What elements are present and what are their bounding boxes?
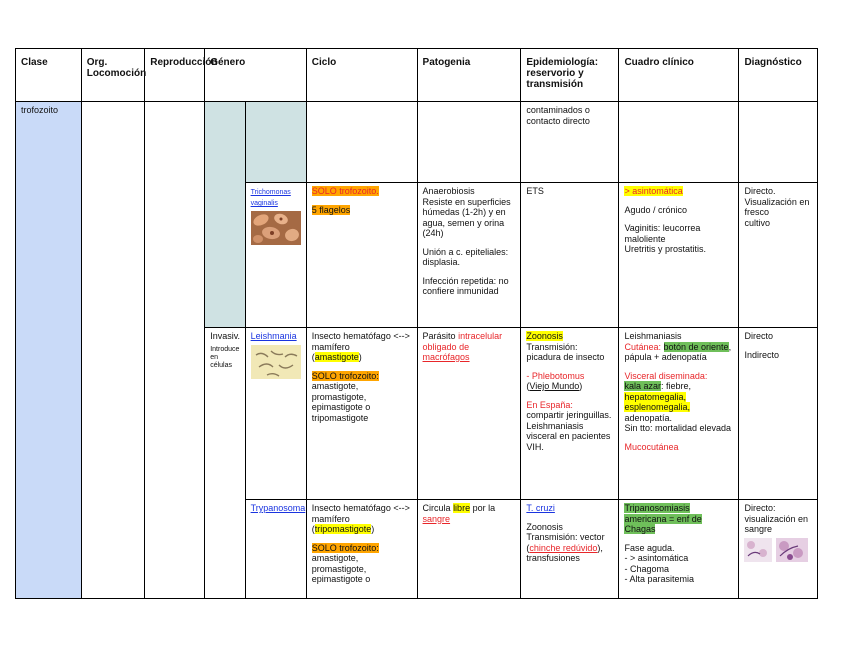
epi-viejo-mundo: Viejo Mundo — [529, 381, 580, 391]
epi-transmision: Transmisión: vector — [526, 532, 605, 542]
cc-leishmaniasis: Leishmaniasis — [624, 331, 682, 341]
ciclo-insecto: Insecto hematófago <--> mamífero — [311, 503, 410, 524]
epi-t-cruzi[interactable]: T. cruzi — [526, 503, 555, 513]
header-row — [16, 49, 818, 102]
pat-sangre: sangre — [422, 513, 451, 524]
cell-cuadro — [619, 102, 739, 183]
cc-sin-tto: Sin tto: mortalidad elevada — [624, 423, 732, 433]
cell-reproduccion — [145, 102, 205, 599]
ciclo-flagelos: 5 flagelos — [311, 204, 351, 215]
pat-libre: libre — [453, 503, 471, 513]
trichomonas-image — [251, 211, 301, 245]
pat-anaerobiosis: Anaerobiosis — [422, 186, 475, 196]
pat-resiste: Resiste en superficies húmedas (1-2h) y en agua, semen y orina (24h) — [422, 196, 511, 238]
diag-visualizacion: Visualización en fresco — [744, 196, 810, 217]
diag-directo: Directo — [744, 331, 773, 341]
cell-epi-trichomonas — [521, 183, 619, 328]
ciclo-solo-trofozoito: SOLO trofozoito: — [311, 542, 379, 553]
header-epidemiologia: Epidemiología: reservorio y transmisión — [521, 49, 619, 102]
header-ciclo: Ciclo — [306, 49, 417, 102]
cc-cutanea: Cutánea: — [624, 341, 661, 352]
diag-directo: Directo. — [744, 186, 776, 196]
pat-macrofagos: macrófagos — [422, 352, 470, 362]
ciclo-amastigote: amastigote — [314, 352, 359, 362]
header-reproduccion: Reproducción — [145, 49, 205, 102]
epi-transfusiones: transfusiones — [526, 553, 580, 563]
epi-espana: En España: — [526, 399, 573, 410]
cell-genero — [245, 102, 306, 183]
epi-zoonosis: Zoonosis — [526, 331, 563, 341]
cc-papula: , pápula + adenopatía — [624, 341, 732, 362]
ciclo-solo-trofozoito: SOLO trofozoito. — [311, 186, 379, 196]
cell-cuadro-trypanosoma — [619, 500, 739, 599]
pat-infeccion: Infección repetida: no confiere inmunidad — [422, 275, 509, 296]
cc-kala-azar: kala azar — [624, 381, 661, 391]
cc-asintomatica: > asintomática — [624, 186, 683, 196]
cell-epi-leishmania: Zoonosis Transmisión: picadura de insecto - Phlebotomus (Viejo Mundo) En España: compartir jeringuillas. Leishmaniasis visceral en pacientes VIH. — [521, 328, 619, 500]
pat-parasito: Parásito — [422, 331, 456, 341]
cell-diag-trypanosoma — [739, 500, 818, 599]
cc-vaginitis: Vaginitis: leucorrea maloliente — [624, 223, 701, 244]
leishmania-image — [251, 345, 301, 379]
cc-boton-oriente: botón de oriente — [663, 341, 729, 352]
cell-ciclo-leishmania: Insecto hematófago <--> mamífero (amastigote) SOLO trofozoito: amastigote, promastigote, epimastigote o tripomastigote — [306, 328, 417, 500]
cell-ciclo — [306, 102, 417, 183]
cc-uretritis: Uretritis y prostatitis. — [624, 244, 706, 254]
cc-asintomatica: - > asintomática — [624, 553, 689, 563]
cell-ciclo-trichomonas — [306, 183, 417, 328]
cell-invasiv — [205, 328, 245, 599]
cc-chagoma: - Chagoma — [624, 563, 669, 574]
header-genero: Género — [205, 49, 307, 102]
cell-cuadro-leishmania — [619, 328, 739, 500]
cell-epidemiologia — [521, 102, 619, 183]
protozoa-table — [15, 48, 818, 599]
ciclo-solo-trofozoito: SOLO trofozoito: — [311, 370, 379, 381]
cell-diag-leishmania — [739, 328, 818, 500]
cell-genero-group — [205, 102, 245, 328]
header-clase: Clase — [16, 49, 82, 102]
cell-clase — [16, 102, 82, 599]
cell-org — [81, 102, 144, 599]
cc-mucocutanea: Mucocutánea — [624, 441, 679, 452]
header-diagnostico: Diagnóstico — [739, 49, 818, 102]
cc-parasitemia: - Alta parasitemia — [624, 574, 694, 584]
cell-genus-trichomonas — [245, 183, 306, 328]
pat-circula: Circula — [422, 503, 451, 513]
pat-intracelular: intracelular obligado de — [422, 331, 503, 352]
cell-patogenia — [417, 102, 521, 183]
cc-agudo: Agudo / crónico — [624, 204, 687, 215]
epi-jeringuillas: compartir jeringuillas. Leishmaniasis visceral en pacientes VIH. — [526, 410, 612, 452]
ciclo-tripomastigote: tripomastigote — [314, 524, 372, 534]
cell-patogenia-trichomonas — [417, 183, 521, 328]
epi-ets: ETS — [526, 186, 544, 196]
table-row — [16, 102, 818, 183]
pat-por-la: por la — [472, 503, 496, 513]
cell-cuadro-trichomonas — [619, 183, 739, 328]
trichomonas-link[interactable]: Trichomonas vaginalis — [250, 189, 291, 207]
cell-genus-trypanosoma — [245, 500, 306, 599]
diag-directo-sangre: Directo: visualización en sangre — [744, 503, 808, 534]
pat-union: Unión a c. epiteliales: displasia. — [422, 246, 509, 267]
epi-phlebotomus: - Phlebotomus — [526, 370, 585, 381]
cell-patogenia-leishmania — [417, 328, 521, 500]
cell-diagnostico — [739, 102, 818, 183]
trypanosoma-link[interactable]: Trypanosoma — [250, 503, 306, 513]
epi-chinche: chinche redúvido — [529, 542, 598, 553]
cc-fase-aguda: Fase aguda. — [624, 542, 675, 553]
ciclo-formas: amastigote, promastigote, epimastigote o — [311, 553, 371, 584]
epi-text: contaminados o contacto directo — [526, 105, 590, 126]
epi-transmision: Transmisión: picadura de insecto — [526, 341, 605, 362]
leishmania-link[interactable]: Leishmania — [250, 331, 297, 341]
cc-visceral: Visceral diseminada: — [624, 370, 708, 381]
cell-genus-leishmania — [245, 328, 306, 500]
cc-adenopatia: adenopatía. — [624, 412, 672, 423]
header-patogenia: Patogenia — [417, 49, 521, 102]
invasiv-label: Invasiv. — [210, 331, 241, 341]
invasiv-sub: Introduce en células — [210, 345, 240, 369]
blood-smear-image — [744, 538, 808, 562]
cc-megalias: hepatomegalia, esplenomegalia, — [624, 391, 690, 412]
cc-chagas: Tripanosomiasis americana = enf de Chagas — [624, 503, 702, 534]
header-cuadro-clinico: Cuadro clínico — [619, 49, 739, 102]
header-org-locomocion: Org. Locomoción — [81, 49, 144, 102]
ciclo-insecto: Insecto hematófago <--> mamífero — [311, 331, 410, 352]
clase-text: trofozoito — [21, 105, 59, 115]
ciclo-formas: amastigote, promastigote, epimastigote o tripomastigote — [311, 381, 371, 423]
cell-epi-trypanosoma: T. cruzi Zoonosis Transmisión: vector (chinche redúvido), transfusiones — [521, 500, 619, 599]
diag-cultivo: cultivo — [744, 217, 770, 228]
diag-indirecto: Indirecto — [744, 349, 779, 360]
cell-ciclo-trypanosoma: Insecto hematófago <--> mamífero (tripomastigote) SOLO trofozoito: amastigote, promastigote, epimastigote o — [306, 500, 417, 599]
cell-diag-trichomonas — [739, 183, 818, 328]
cell-patogenia-trypanosoma — [417, 500, 521, 599]
cc-fiebre: : fiebre, — [660, 381, 691, 391]
epi-zoonosis: Zoonosis — [526, 521, 563, 532]
